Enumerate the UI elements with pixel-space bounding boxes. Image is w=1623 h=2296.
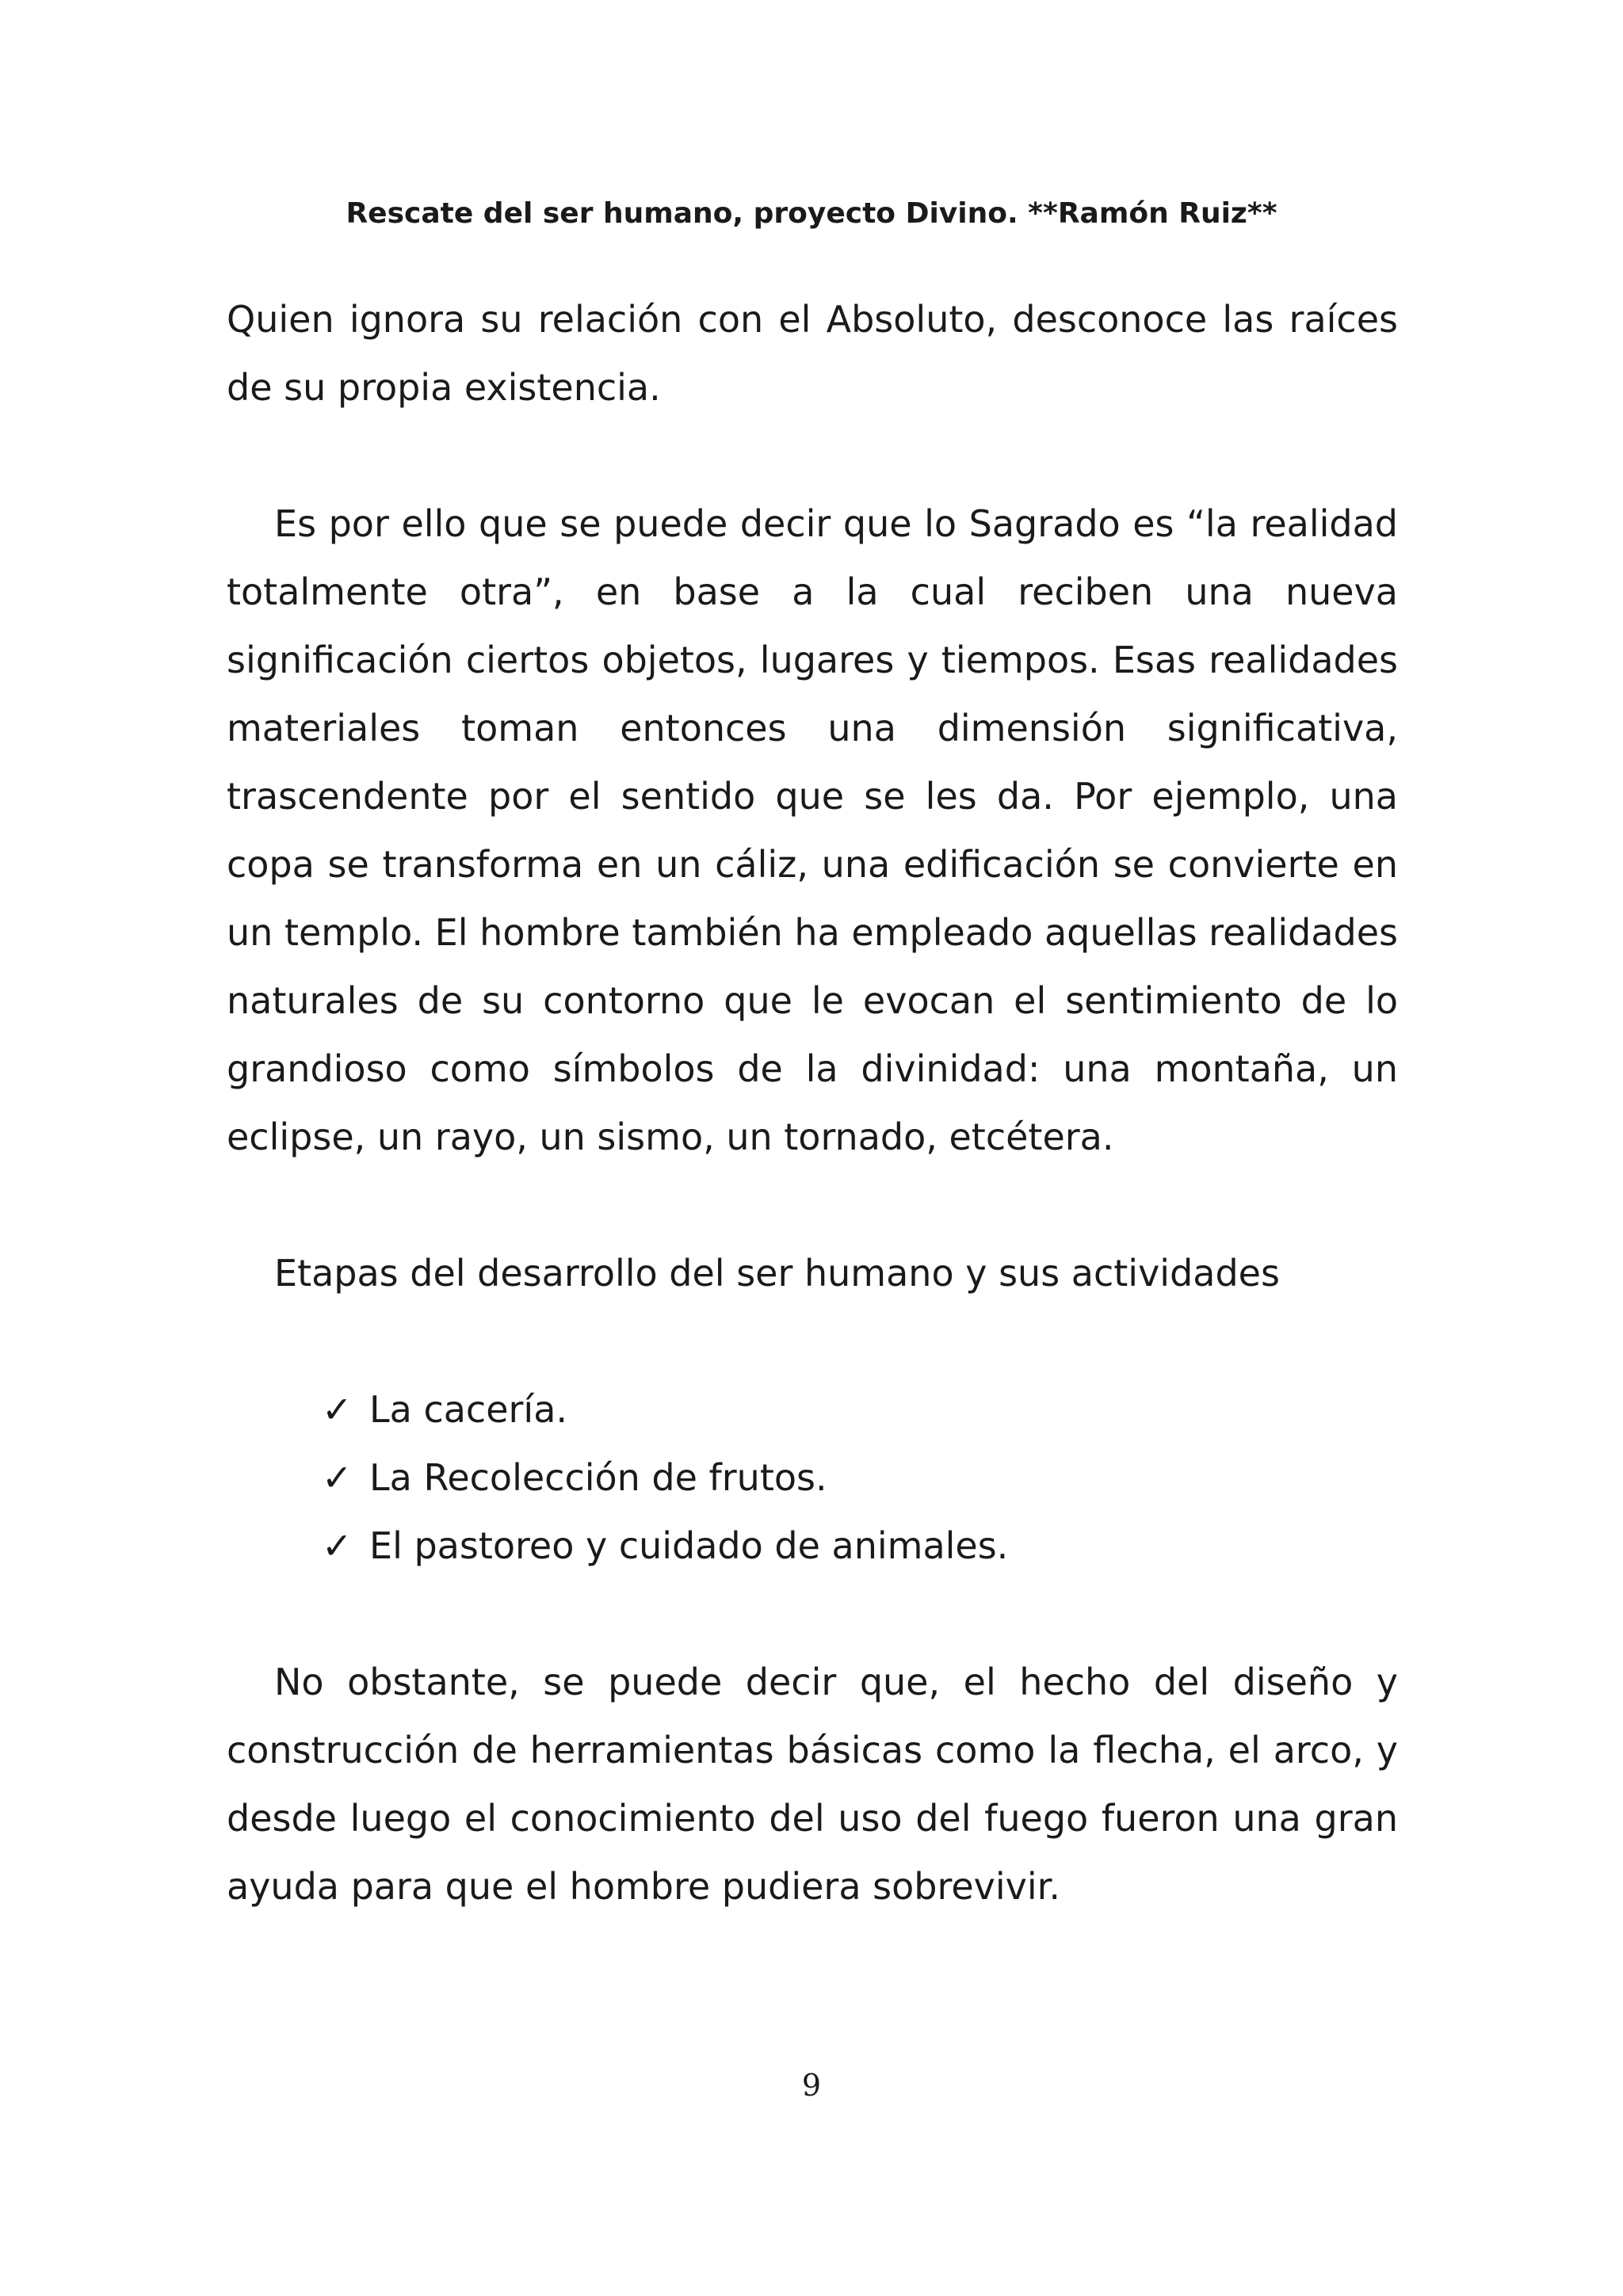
page-number: 9 [801, 2068, 822, 2103]
paragraph-tools: No obstante, se puede decir que, el hecho del diseño y construcción de herramientas básicas como la flecha, el arco, y desde luego el conocimiento del uso del fuego fueron una gran ayuda para que el hombre pudiera sobrevivir. [227, 1661, 1398, 1908]
running-header: Rescate del ser humano, proyecto Divino. **Ramón Ruiz** [346, 197, 1277, 230]
paragraph-spacer [227, 1580, 1398, 1648]
page-body [227, 285, 1398, 1920]
paragraph-spacer [227, 421, 1398, 490]
checkmark-icon: ✓ [322, 1388, 353, 1431]
list-item-text: La Recolección de frutos. [369, 1456, 827, 1499]
paragraph-intro: Quien ignora su relación con el Absoluto, desconoce las raíces de su propia existencia. [227, 298, 1398, 409]
list-item [322, 1444, 1398, 1512]
checkmark-icon: ✓ [322, 1524, 353, 1567]
paragraph-sacred-reality: Es por ello que se puede decir que lo Sagrado es “la realidad totalmente otra”, en base a la cual reciben una nueva significación ciertos objetos, lugares y tiempos. Esas realidades materiales toman entonces una dimensión significativa, trascendente por el sentido que se les da. Por ejemplo, una copa se transforma en un cáliz, una edificación se convierte en un templo. El hombre también ha empleado aquellas realidades naturales de su contorno que le evocan el sentimiento de lo grandioso como símbolos de la divinidad: una montaña, un eclipse, un rayo, un sismo, un tornado, etcétera. [227, 502, 1398, 1158]
section-heading: Etapas del desarrollo del ser humano y sus actividades [274, 1252, 1280, 1295]
list-item [322, 1375, 1398, 1444]
list-item-text: La cacería. [369, 1388, 568, 1431]
paragraph-spacer [227, 1307, 1398, 1375]
list-item-text: El pastoreo y cuidado de animales. [369, 1524, 1009, 1567]
list-item [322, 1512, 1398, 1580]
paragraph-spacer [227, 1171, 1398, 1239]
activities-list [227, 1375, 1398, 1580]
checkmark-icon: ✓ [322, 1456, 353, 1499]
